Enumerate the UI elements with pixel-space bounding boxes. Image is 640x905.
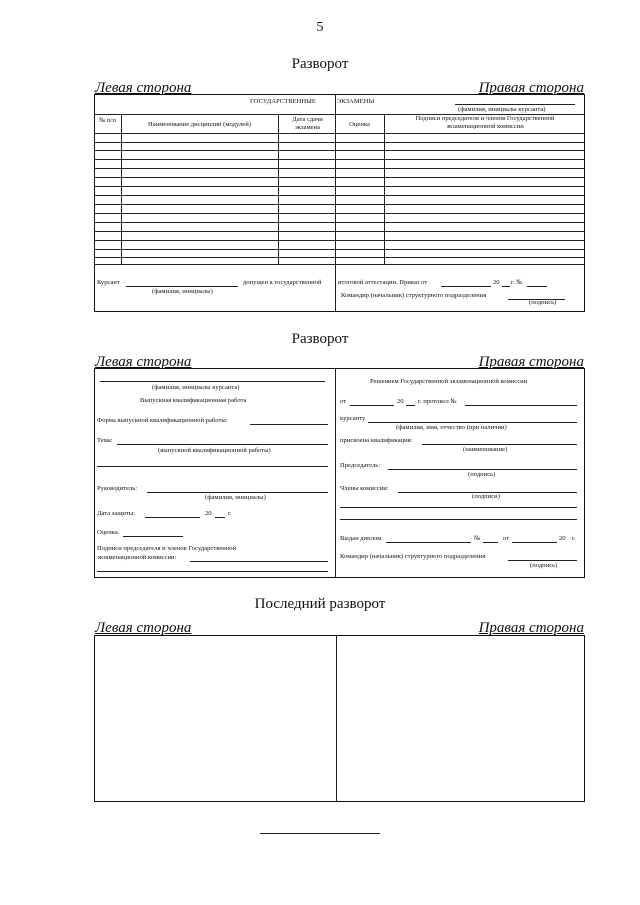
col-date: Дата сдачи экзамена: [292, 116, 323, 131]
spread2-commander-caption: (подпись): [530, 562, 558, 569]
cadet-label-2: курсанту: [340, 415, 366, 422]
col-number: № п/п: [99, 117, 116, 124]
theme-label: Тема:: [97, 437, 113, 444]
chair-sign-caption: (подпись): [468, 471, 496, 478]
qualification-caption: (наименование): [463, 446, 508, 453]
header-left: ГОСУДАРСТВЕННЫЕ: [250, 98, 316, 105]
members-label: Члены комиссии:: [340, 485, 389, 492]
from-label: от: [340, 398, 347, 405]
number-label: №: [474, 535, 481, 542]
protocol-year: 20: [397, 398, 404, 405]
spread3-left-label: Левая сторона: [95, 620, 192, 636]
name-caption: (фамилия, инициалы): [152, 288, 213, 295]
diploma-from-label: от: [503, 535, 510, 542]
spread3-frame: [94, 635, 585, 802]
spread1-title: Разворот: [291, 56, 349, 72]
commander-text: Командир (начальник) структурного подразделения: [341, 292, 487, 299]
fio-caption: (фамилия, имя, отчество (при наличии): [396, 424, 507, 431]
commission-sign-label-2: экзаменационной комиссии:: [97, 554, 177, 561]
members-caption: (подписи): [472, 493, 500, 500]
student-caption: (фамилия, инициалы курсанта): [458, 106, 546, 113]
year-suffix: г. №: [511, 279, 523, 286]
spread3-title: Последний разворот: [254, 596, 386, 612]
signature-caption: (подпись): [529, 299, 557, 306]
diploma-year-suffix: г.: [572, 535, 576, 542]
supervisor-label: Руководитель:: [97, 485, 138, 492]
defense-year-suffix: г.: [228, 510, 232, 517]
form-label: Форма выпускной квалификационной работы:: [97, 417, 228, 424]
year-prefix: 20: [493, 279, 500, 286]
commission-sign-label-1: Подписи председателя и членов Государственной: [97, 545, 237, 552]
work-title: Выпускная квалификационная работа: [140, 397, 247, 404]
header-right: ЭКЗАМЕНЫ: [337, 98, 375, 105]
diploma-label: Выдан диплом: [340, 535, 382, 542]
col-discipline: Наименование дисциплин (модулей): [148, 121, 251, 128]
spread1-left-label: Левая сторона: [95, 80, 192, 96]
bottom-rule: [260, 833, 380, 834]
chair-label: Председатель:: [340, 462, 381, 469]
supervisor-caption: (фамилия, инициалы): [205, 494, 266, 501]
admitted-text: допущен к государственной: [243, 279, 322, 286]
cadet-label: Курсант: [97, 279, 120, 286]
col-signatures: Подписи председателя и членов Государственной экзаменационной комиссии: [415, 115, 555, 130]
col-grade: Оценка: [349, 121, 370, 128]
grade-label: Оценка.: [97, 529, 120, 536]
spread1-right-label: Правая сторона: [478, 80, 584, 96]
spread2-title: Разворот: [291, 331, 349, 347]
diploma-year: 20: [559, 535, 566, 542]
qualification-label: присвоена квалификация:: [340, 437, 413, 444]
decision-heading: Решением Государственной экзаменационной комиссии: [370, 378, 528, 385]
spread2-student-caption: (фамилия, инициалы курсанта): [152, 384, 240, 391]
spread2-left-label: Левая сторона: [95, 354, 192, 370]
spread3-right-label: Правая сторона: [478, 620, 584, 636]
protocol-text: г. протокол №: [418, 398, 457, 405]
defense-date-label: Дата защиты:: [97, 510, 136, 517]
spread2-right-label: Правая сторона: [478, 354, 584, 370]
final-text: итоговой аттестации. Приказ от: [338, 279, 428, 286]
defense-year-prefix: 20: [205, 510, 212, 517]
theme-caption: (выпускной квалификационной работы): [158, 447, 271, 454]
spread2-commander-text: Командир (начальник) структурного подразделения: [340, 553, 486, 560]
page-number: 5: [316, 20, 324, 35]
